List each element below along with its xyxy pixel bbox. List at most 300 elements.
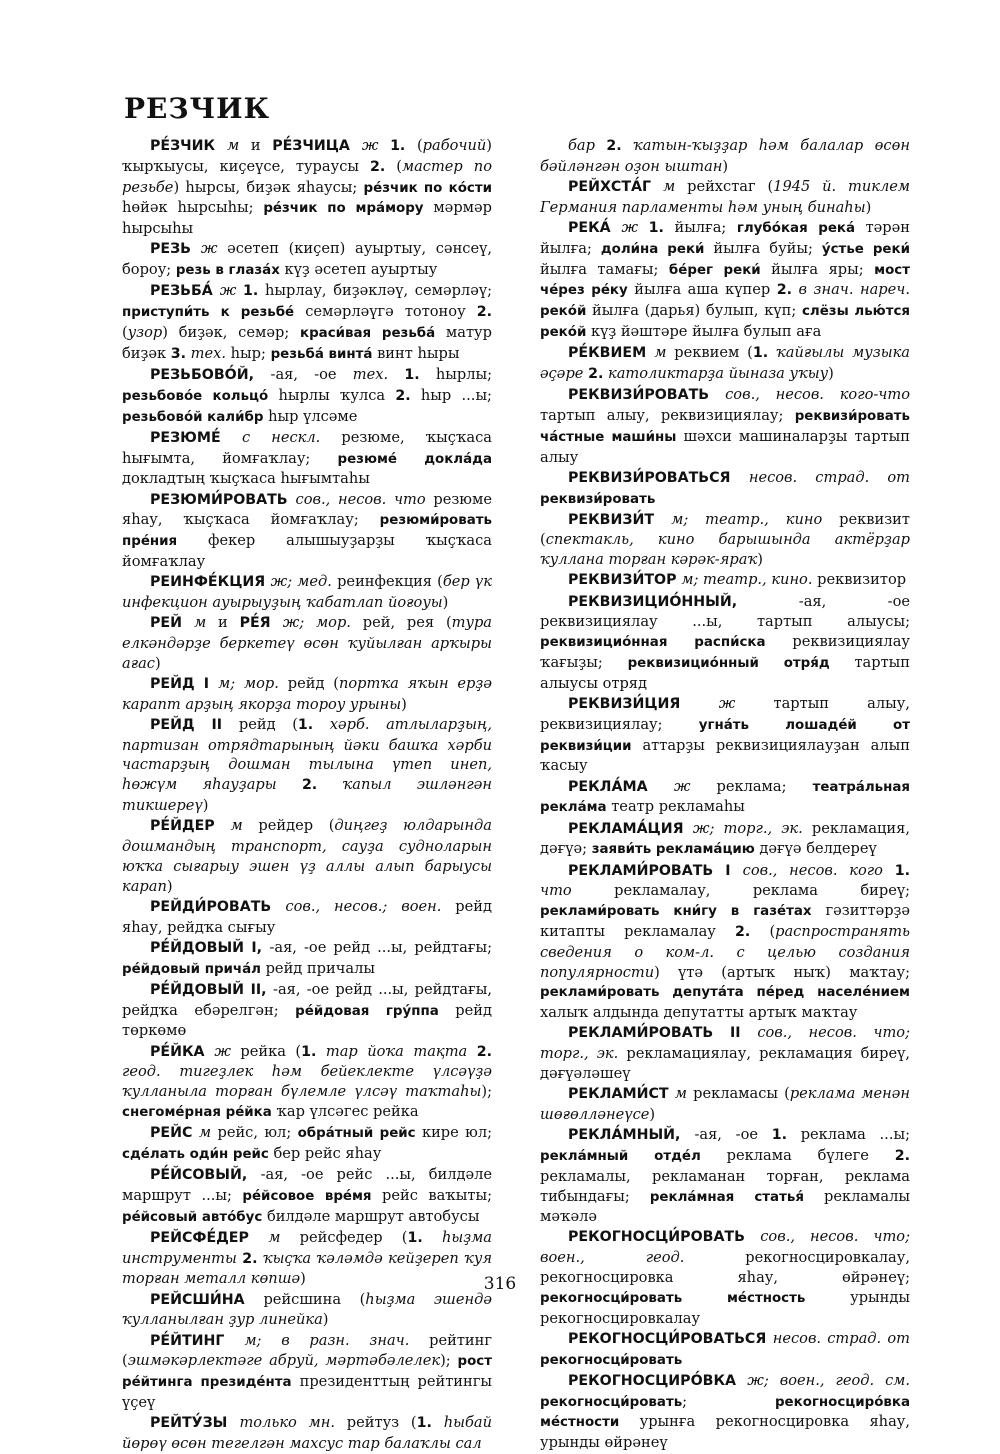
- gloss-text: кире юл;: [415, 1124, 493, 1142]
- gloss-text: резюме яһау, ҡыҫҡаса йомғаҡлау;: [122, 490, 492, 529]
- gloss-text: [595, 137, 606, 154]
- gloss-text: [277, 776, 302, 793]
- headword: 1.: [297, 716, 314, 733]
- running-head: РЕЗЧИК: [124, 92, 271, 125]
- gloss-text: ): [865, 198, 872, 216]
- gloss-text: рейд яһау, рейдҡа сығыу: [122, 897, 492, 936]
- dictionary-entry: [540, 570, 910, 591]
- gloss-text: ): [442, 593, 449, 611]
- dictionary-entry: [540, 343, 910, 385]
- headword: РЕКВИЗИЦИО́ННЫЙ,: [568, 593, 799, 610]
- dictionary-entry: [122, 239, 492, 281]
- grammar-label: сов., несов. что; торг., эк.: [540, 1024, 910, 1063]
- headword: 2.: [301, 777, 318, 794]
- italic-gloss: ҡапыл эшләнгән тикшереү: [122, 776, 493, 815]
- headword: РЕЗЮМИ́РОВАТЬ: [150, 491, 296, 508]
- phrase: реквизицио́нный отря́д: [627, 656, 830, 672]
- headword: РЕ́ЙДОВЫЙ II,: [150, 981, 274, 998]
- gloss-text: ): [649, 1105, 656, 1123]
- phrase: реклами́ровать депута́та пе́ред населе́нием: [540, 985, 910, 1001]
- grammar-label: ж; воен., геод. см.: [747, 1371, 910, 1389]
- phrase: ре́зчик по ко́сти: [363, 180, 492, 196]
- headword: РЕЙС: [150, 1125, 200, 1142]
- gloss-text: рейд төркөмө: [122, 1001, 492, 1040]
- phrase: слёзы лью́тся реко́й: [540, 304, 910, 340]
- grammar-label: м: [268, 1228, 281, 1246]
- headword: РЕ́КВИЕМ: [568, 345, 655, 362]
- grammar-label: ж: [200, 240, 218, 258]
- italic-gloss: геод. тигеҙлек һәм бейеклекте үлсәүҙә ҡулланыла торған бүлемле үлсәү таҡтаһы: [122, 1063, 492, 1101]
- dictionary-entry: [122, 490, 492, 572]
- grammar-label: с нескл.: [242, 428, 321, 446]
- gloss-text: театр рекламаһы: [606, 798, 745, 816]
- dictionary-entry: [540, 218, 910, 343]
- dictionary-entry: [540, 694, 910, 776]
- gloss-text: йылға (дарья) булып, күп;: [586, 302, 802, 320]
- headword: РЕКЛАМИ́СТ: [568, 1086, 675, 1103]
- phrase: резьбово́е кольцо́: [122, 388, 269, 404]
- gloss-text: аттарҙы реквизициялауҙан алып ҡасыу: [540, 736, 910, 775]
- phrase: ре́йдовый прича́л: [122, 961, 261, 977]
- gloss-text: реклама бүлеге: [700, 1146, 895, 1164]
- gloss-text: йылға буйы;: [704, 239, 822, 257]
- gloss-text: күҙ әсетеп ауыртыу: [279, 261, 438, 279]
- headword: РЕЙСШИ́НА: [150, 1291, 264, 1308]
- headword: РЕ́ЙДЕР: [150, 818, 231, 835]
- grammar-label: м; театр., кино.: [681, 571, 813, 589]
- italic-gloss: реклама менән шөғөлләнеүсе: [540, 1085, 910, 1123]
- gloss-text: [378, 137, 390, 154]
- headword: 1.: [416, 1415, 432, 1432]
- headword: РЕКЛАМИ́РОВАТЬ I: [568, 862, 743, 879]
- phrase: рост ре́йтинга президе́нта: [122, 1354, 492, 1391]
- grammar-label: м; в разн. знач.: [244, 1331, 410, 1349]
- phrase: резюме́ докла́да: [337, 451, 492, 467]
- headword: 2.: [776, 282, 792, 299]
- phrase: реклами́ровать кни́гу в газе́тах: [540, 904, 812, 920]
- headword: 2.: [370, 158, 386, 175]
- headword: РЕКОГНОСЦИ́РОВАТЬСЯ: [568, 1330, 773, 1347]
- gloss-text: [423, 1229, 442, 1246]
- gloss-text: [883, 862, 895, 879]
- headword: РЕЙДИ́РОВАТЬ: [150, 898, 286, 915]
- dictionary-entry: [122, 980, 492, 1041]
- gloss-text: ) биҙәк, семәр;: [162, 323, 300, 341]
- grammar-label: сов., несов. кого: [742, 861, 883, 879]
- phrase: доли́на реки́: [600, 241, 705, 257]
- grammar-label: м: [654, 344, 667, 362]
- gloss-text: дәғүә белдереү: [754, 840, 877, 858]
- dictionary-entry: [122, 938, 492, 980]
- headword: 1.: [407, 1229, 423, 1246]
- headword: РЕЙТУ́ЗЫ: [150, 1415, 240, 1432]
- headword: РЕКЛАМИ́РОВАТЬ II: [568, 1025, 758, 1042]
- phrase: рекогносци́ровать: [540, 1394, 683, 1410]
- phrase: рекогносци́ровать ме́стность: [540, 1290, 806, 1306]
- dictionary-entry: [540, 819, 910, 861]
- headword: РЕКВИЗИ́РОВАТЬ: [568, 387, 726, 404]
- italic-gloss: в знач. нареч.: [798, 281, 910, 299]
- headword: РЕЗЬ: [150, 241, 201, 258]
- headword: РЕКВИЗИ́РОВАТЬСЯ: [568, 469, 749, 486]
- gloss-text: реквизитор: [812, 571, 907, 589]
- gloss-text: тартып алыусы отряд: [540, 654, 911, 692]
- grammar-label: м: [230, 817, 243, 835]
- headword: 1.: [771, 1127, 787, 1144]
- italic-gloss: хәрб. атлыларҙың, партизан отрядтарының йәки башҡа хәрби частарҙың дошман тылына үтеп инеп, һөжүм яһауҙары: [122, 715, 492, 794]
- dictionary-entry: [122, 1042, 492, 1123]
- grammar-label: ж: [718, 695, 736, 713]
- gloss-text: тартып алыу, реквизициялау;: [540, 406, 795, 424]
- gloss-text: ): [166, 877, 173, 895]
- grammar-label: сов., несов. что; воен., геод.: [540, 1228, 910, 1267]
- headword: РЕЙСФЕ́ДЕР: [150, 1229, 269, 1246]
- phrase: реко́й: [540, 304, 587, 320]
- italic-gloss: мастер по резьбе: [122, 157, 492, 196]
- headword: РЕ́ЙДОВЫЙ I,: [150, 939, 270, 956]
- headword: 2.: [242, 1250, 258, 1267]
- headword: РЕКОГНОСЦИ́РОВАТЬ: [568, 1229, 761, 1246]
- gloss-text: ): [828, 364, 834, 382]
- gloss-text: рекламалау, реклама биреү;: [571, 882, 910, 900]
- gloss-text: резюме, ҡыҫҡаса һығымта, йомғаҡлау;: [122, 428, 492, 467]
- phrase: ре́йсовый авто́бус: [122, 1209, 263, 1225]
- gloss-text: -ая, -ое рейс ...ы, билдәле маршрут ...ы;: [122, 1166, 493, 1204]
- dictionary-entry: [122, 816, 492, 896]
- gloss-text: ): [757, 551, 763, 569]
- dictionary-entry: [540, 1125, 910, 1227]
- grammar-label: несов. страд. от: [772, 1329, 910, 1347]
- grammar-label: м: [663, 177, 676, 195]
- phrase: ре́йдовая гру́ппа: [295, 1003, 439, 1019]
- gloss-text: реквизит (: [540, 510, 910, 549]
- gloss-text: [622, 137, 633, 154]
- dictionary-entry: [122, 428, 492, 489]
- gloss-text: реклама;: [690, 777, 813, 795]
- gloss-text: рекогносцировкалау, рекогносцировка яһау, өйрәнеү;: [540, 1249, 910, 1287]
- dictionary-entry: [540, 1023, 910, 1083]
- gloss-text: һырлау, биҙәкләү, семәрләү;: [258, 282, 493, 300]
- headword: РЕ́ЗЧИК: [150, 138, 228, 154]
- grammar-label: ж: [361, 137, 379, 154]
- phrase: сде́лать оди́н рейс: [122, 1146, 269, 1162]
- gloss-text: матур биҙәк: [122, 323, 492, 362]
- dictionary-entry: [122, 1331, 492, 1413]
- gloss-text: (: [122, 323, 128, 341]
- gloss-text: президенттың рейтингы үҫеү: [122, 1373, 493, 1412]
- dictionary-entry: [540, 1371, 910, 1453]
- gloss-text: һырлы ҡулса: [268, 386, 396, 404]
- grammar-label: ж: [621, 218, 639, 236]
- phrase: ре́зчик по мра́мору: [263, 201, 424, 217]
- italic-gloss: диңгеҙ юлдарында дошмандың транспорт, сауҙа судноларын юҡҡа сығарыу эшен үҙ аллы алып барыусы карап: [122, 817, 492, 895]
- gloss-text: винт һыры: [372, 344, 460, 362]
- headword: РЕКЛА́МА: [568, 778, 674, 795]
- headword: 1.: [752, 345, 769, 362]
- gloss-text: и: [206, 614, 240, 632]
- headword: 1.: [301, 1043, 317, 1060]
- gloss-text: докладтың ҡыҫҡаса һығымтаһы: [122, 470, 370, 488]
- headword: РЕ́ЙТИНГ: [150, 1332, 245, 1349]
- dictionary-entry: [540, 177, 910, 218]
- dictionary-entry: [540, 1084, 910, 1125]
- gloss-text: семәрләүгә тотоноу: [294, 303, 477, 321]
- phrase: рекогносци́ровать: [540, 1352, 683, 1368]
- grammar-label: м: [194, 614, 207, 632]
- gloss-text: ): [300, 1270, 306, 1288]
- headword: 2.: [606, 138, 622, 154]
- headword: РЕИНФЕ́КЦИЯ: [150, 574, 271, 591]
- phrase: резьбово́й кали́бр: [122, 409, 264, 425]
- dictionary-entry: [540, 592, 910, 694]
- gloss-text: рекламасы (: [687, 1085, 790, 1103]
- grammar-label: сов., несов.; воен.: [285, 897, 442, 915]
- gloss-text: ): [322, 1311, 329, 1329]
- dictionary-entry: [540, 468, 910, 510]
- dictionary-entry: [122, 1165, 492, 1227]
- headword: 1.: [390, 138, 406, 154]
- gloss-text: ) ҡырҡыусы, киҫеүсе, тураусы: [122, 137, 492, 175]
- phrase: реквизи́ровать: [540, 491, 656, 507]
- grammar-label: м: [199, 1124, 212, 1142]
- headword: РЕКЛАМА́ЦИЯ: [568, 820, 693, 837]
- right-column: [540, 136, 910, 1453]
- gloss-text: рейс, юл;: [211, 1124, 298, 1142]
- italic-gloss: ҡыҫҡа ҡәләмдә кейҙереп ҡуя торған металл көпшә: [122, 1249, 493, 1288]
- headword: РЕЙХСТА́Г: [568, 178, 664, 195]
- grammar-label: м: [227, 137, 240, 154]
- phrase: рекогносциро́вка ме́стности: [540, 1394, 910, 1431]
- gloss-text: рейтуз (: [335, 1414, 417, 1432]
- phrase: реквизи́ровать ча́стные маши́ны: [540, 408, 910, 445]
- dictionary-entry: [540, 777, 910, 819]
- gloss-text: [638, 219, 649, 236]
- gloss-text: рейс ваҡыты;: [371, 1186, 492, 1204]
- italic-gloss: һыҙма инструменты: [122, 1228, 492, 1267]
- italic-gloss: бер үк инфекцион ауырыуҙың ҡабатлап йоғоуы: [122, 573, 492, 611]
- headword: 3.: [170, 345, 187, 362]
- headword: 1.: [648, 219, 664, 236]
- gloss-text: ): [722, 157, 729, 175]
- phrase: театра́льная рекла́ма: [540, 779, 910, 816]
- gloss-text: рекламация, дәғүә;: [540, 819, 910, 858]
- phrase: угна́ть лошаде́й от реквизи́ции: [540, 717, 910, 754]
- italic-gloss: ҡайғылы музыка әҫәре: [540, 344, 910, 382]
- dictionary-entry: [122, 281, 492, 364]
- dictionary-entry: [122, 365, 492, 427]
- dictionary-entry: [122, 1413, 492, 1454]
- dictionary-entry: [122, 674, 492, 715]
- headword: РЕЗЮМЕ́: [150, 429, 242, 446]
- phrase: реквизицио́нная распи́ска: [540, 635, 766, 651]
- gloss-text: ҡар үлсәгес рейка: [271, 1102, 419, 1120]
- italic-gloss: һыбай йөрөү өсөн тегелгән махсус тар балаҡлы сал: [122, 1414, 493, 1453]
- headword: 1.: [243, 283, 259, 300]
- gloss-text: һырлы;: [419, 365, 492, 383]
- gloss-text: -ая, -ое реквизициялау ...ы, тартып алыусы;: [540, 592, 910, 631]
- phrase: у́стье реки́: [821, 241, 910, 257]
- phrase: снегоме́рная ре́йка: [122, 1104, 272, 1120]
- page-number: 316: [483, 1274, 517, 1294]
- gloss-text: рейд (: [278, 674, 339, 692]
- headword: 2.: [395, 387, 411, 404]
- italic-gloss: рабочий: [422, 137, 487, 154]
- gloss-text: һыр үлсәме: [263, 407, 358, 425]
- gloss-text: (: [405, 137, 423, 154]
- dictionary-entry: [122, 613, 492, 673]
- grammar-label: м; театр., кино: [671, 510, 823, 528]
- headword: РЕЙД I: [150, 675, 219, 692]
- gloss-text: тартып алыу, реквизициялау;: [540, 695, 910, 733]
- grammar-label: м; мор.: [218, 674, 279, 692]
- headword: РЕ́ЙСОВЫЙ,: [150, 1167, 261, 1184]
- gloss-text: рейхстаг (: [675, 177, 774, 195]
- gloss-text: [467, 1043, 476, 1060]
- gloss-text: );: [481, 1083, 492, 1101]
- gloss-text: и: [239, 137, 273, 154]
- italic-gloss: һыҙма эшендә ҡулланылған ҙур линейка: [122, 1290, 492, 1329]
- phrase: мост че́рез ре́ку: [540, 262, 910, 299]
- dictionary-entry: [122, 572, 492, 613]
- dictionary-entry: [540, 136, 910, 177]
- headword: 2.: [588, 365, 604, 382]
- dictionary-entry: [122, 897, 492, 938]
- gloss-text: [768, 344, 776, 361]
- gloss-text: бер рейс яһау: [268, 1144, 382, 1162]
- phrase: заяви́ть реклама́цию: [591, 842, 755, 858]
- italic-gloss: тех.: [352, 365, 389, 383]
- gloss-text: рейд причалы: [260, 959, 375, 977]
- headword: РЕКВИЗИ́Т: [568, 511, 672, 528]
- gloss-text: рейтинг (: [122, 1331, 492, 1370]
- gloss-text: (: [750, 922, 776, 940]
- gloss-text: ;: [682, 1392, 775, 1410]
- gloss-text: -ая, -ое: [270, 365, 353, 383]
- gloss-text: реклама ...ы;: [786, 1126, 910, 1144]
- italic-gloss: распространять сведения о ком-л. с целью создания популярности: [540, 922, 910, 981]
- gloss-text: күҙ йәштәре йылға булып аға: [586, 322, 822, 340]
- gloss-text: ): [202, 797, 209, 815]
- gloss-text: фекер алышыуҙарҙы ҡыҫҡаса йомғаҡлау: [122, 532, 492, 570]
- italic-gloss: католиктарҙа йыназа уҡыу: [607, 364, 829, 382]
- gloss-text: билдәле маршрут автобусы: [262, 1207, 480, 1225]
- dictionary-entry: [122, 136, 492, 239]
- headword: РЕ́ЗЧИЦА: [272, 138, 362, 154]
- gloss-text: йылға яры;: [760, 260, 875, 278]
- dictionary-entry: [540, 1329, 910, 1371]
- gloss-text: реинфекция (: [331, 573, 443, 591]
- gloss-text: [313, 716, 330, 733]
- gloss-text: һөйәк һырсыһы;: [122, 199, 264, 217]
- gloss-text: [432, 1414, 444, 1431]
- gloss-text: рейд (: [238, 715, 298, 733]
- headword: РЕЗЬБОВО́Й,: [150, 366, 271, 383]
- grammar-label: ж; мед.: [270, 573, 332, 591]
- italic-gloss: портҡа яҡын ерҙә карапт арҙың якорҙа тороу урыны: [122, 674, 492, 713]
- grammar-label: ж: [219, 282, 237, 300]
- grammar-label: ж: [214, 1042, 231, 1060]
- gloss-text: );: [440, 1352, 458, 1370]
- gloss-text: рейка (: [230, 1042, 302, 1060]
- gloss-text: рей, рея (: [350, 614, 452, 632]
- gloss-text: ): [401, 695, 407, 713]
- headword: РЕКОГНОСЦИРО́ВКА: [568, 1372, 748, 1389]
- italic-gloss: 1945 й. тиклем Германия парламенты һәм уның бинаһы: [540, 177, 911, 216]
- headword: РЕ́Я: [239, 615, 283, 632]
- grammar-label: ж; мор.: [282, 614, 351, 632]
- italic-gloss: эшмәкәрлектәге абруй, мәртәбәлелек: [127, 1352, 441, 1370]
- grammar-label: только мн.: [239, 1414, 335, 1432]
- grammar-label: сов., несов. что: [295, 490, 426, 508]
- gloss-text: гәзиттәрҙә китапты рекламалау: [540, 902, 911, 940]
- left-column: [122, 136, 492, 1454]
- gloss-text: реквием (: [666, 344, 753, 362]
- headword: РЕЗЬБА́: [150, 283, 220, 300]
- italic-gloss: ҡатын-ҡыҙҙар һәм балалар өсөн бәйләнгән оҙон ыштан: [540, 137, 910, 175]
- headword: РЕЙД II: [150, 716, 239, 733]
- gloss-text: рейсшина (: [263, 1290, 366, 1308]
- gloss-text: рекламалы, рекламанан торған, реклама тибындағы;: [540, 1167, 910, 1205]
- gloss-text: реквизициялау ҡағыҙы;: [540, 633, 910, 672]
- grammar-label: ж; торг., эк.: [692, 819, 803, 837]
- headword: РЕКА́: [568, 219, 622, 236]
- headword: РЕКЛА́МНЫЙ,: [568, 1127, 695, 1144]
- gloss-text: шәхси машиналарҙы тартып алыу: [540, 427, 910, 466]
- headword: 1.: [894, 862, 911, 879]
- gloss-text: һыр;: [226, 344, 271, 362]
- dictionary-entry: [540, 861, 910, 1023]
- phrase: резь в глаза́х: [175, 263, 280, 279]
- gloss-text: тәрән йылға;: [540, 218, 911, 257]
- grammar-label: ж: [673, 777, 691, 795]
- gloss-text: [388, 366, 404, 383]
- gloss-text: йылға тамағы;: [540, 260, 669, 278]
- headword: РЕ́ЙКА: [150, 1043, 215, 1060]
- italic-gloss: тура елкәндәрҙе беркетеү өсөн ҡуйылған арҡыры ағас: [122, 614, 492, 672]
- phrase: рекла́мная статья́: [649, 1189, 804, 1205]
- phrase: резьба́ винта́: [270, 346, 373, 362]
- italic-gloss: тар йоҡа тақта: [325, 1042, 468, 1060]
- gloss-text: -ая, -ое: [694, 1126, 772, 1144]
- gloss-text: рекламалы мәҡәлә: [540, 1187, 910, 1226]
- italic-gloss: спектакль, кино барышында актёрҙар ҡуллана торған кәрәк-яраҡ: [540, 531, 910, 569]
- gloss-text: йылға;: [663, 218, 737, 236]
- grammar-label: сов., несов. кого-что: [725, 386, 910, 404]
- gloss-text: [317, 776, 342, 793]
- phrase: глубо́кая река́: [736, 220, 856, 236]
- dictionary-entry: [122, 1123, 492, 1165]
- gloss-text: урынды рекогносцировкалау: [540, 1288, 910, 1327]
- gloss-text: рейдер (: [242, 817, 335, 835]
- gloss-text: мәрмәр һырсыһы: [122, 199, 492, 238]
- italic-gloss: бар: [568, 137, 595, 154]
- headword: 2.: [476, 1043, 492, 1060]
- phrase: бе́рег реки́: [668, 262, 761, 278]
- headword: РЕКВИЗИ́ТОР: [568, 572, 682, 589]
- gloss-text: ) һырсы, биҙәк яһаусы;: [173, 178, 364, 196]
- dictionary-entry: [122, 1290, 492, 1331]
- phrase: ре́йсовое вре́мя: [242, 1188, 372, 1204]
- dictionary-entry: [122, 715, 492, 816]
- headword: 2.: [894, 1147, 910, 1164]
- phrase: обра́тный рейс: [297, 1126, 416, 1142]
- headword: 2.: [735, 923, 751, 940]
- phrase: краси́вая резьба́: [299, 325, 436, 341]
- phrase: приступи́ть к резьбе́: [122, 305, 295, 321]
- phrase: рекла́мный отде́л: [540, 1148, 701, 1164]
- headword: РЕКВИЗИ́ЦИЯ: [568, 696, 719, 713]
- gloss-text: йылға аша күпер: [627, 281, 777, 299]
